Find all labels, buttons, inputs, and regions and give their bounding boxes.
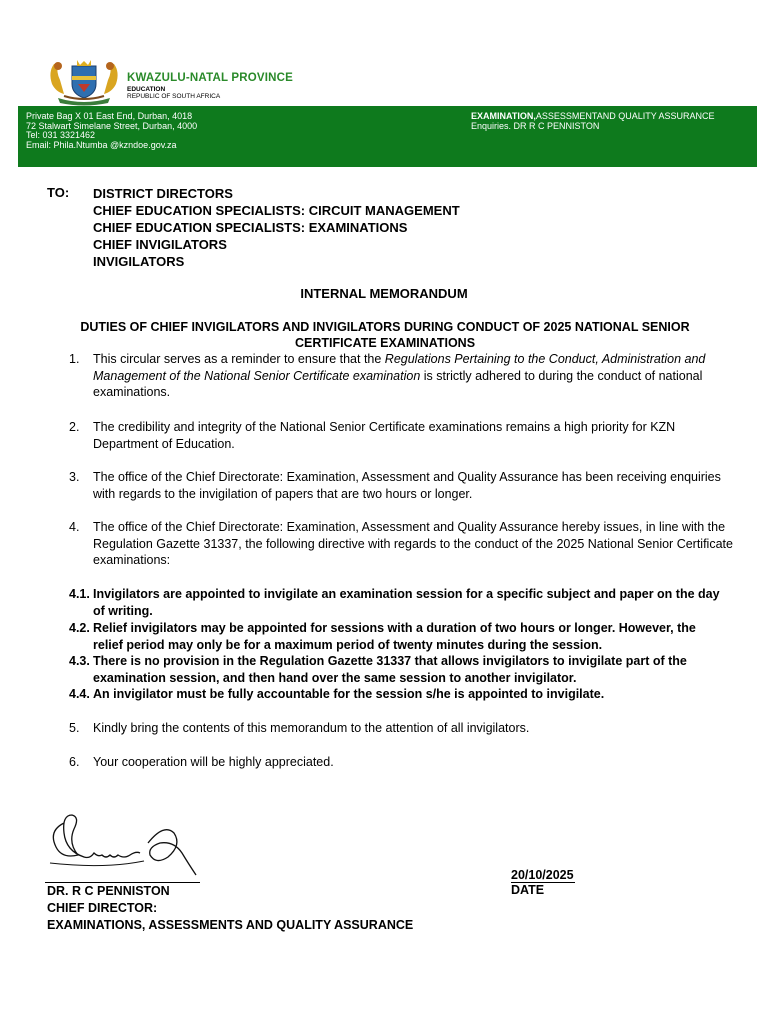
directive-text: Relief invigilators may be appointed for sessions with a duration of two hours or longer. However, the relief period may only be for a maximum period of twenty minutes during the session. (93, 621, 696, 652)
telephone-line: Tel: 031 3321462 (26, 130, 96, 140)
address-line: 72 Stalwart Simelane Street, Durban, 4000 (26, 120, 198, 131)
recipient-item: CHIEF EDUCATION SPECIALISTS: EXAMINATIONS (93, 220, 408, 235)
province-name: KWAZULU-NATAL PROVINCE (127, 72, 294, 84)
item-number: 6. (69, 755, 80, 769)
date-value: 20/10/2025 (511, 868, 574, 882)
signatory-name: DR. R C PENNISTON (47, 884, 170, 898)
item-number: 1. (69, 352, 80, 366)
department-name: EDUCATION (127, 86, 166, 93)
item-text: The credibility and integrity of the National Senior Certificate examinations remains a high priority for KZN Department of Education. (93, 420, 676, 451)
directive-number: 4.2. (69, 621, 90, 635)
recipient-list (93, 185, 460, 270)
item-text-part: This circular serves as a reminder to ensure that the (93, 352, 385, 366)
recipient-item: INVIGILATORS (93, 254, 185, 269)
item-text: The office of the Chief Directorate: Examination, Assessment and Quality Assurance hereby issues, in line with the Regulation Gazette 31337, the following directive with regards to the conduct of the 2025 National Senior Certificate examinations: (93, 520, 733, 567)
handwritten-signature-icon (44, 803, 202, 881)
item-number: 5. (69, 721, 80, 735)
coat-of-arms-icon (44, 58, 124, 106)
address-block (26, 112, 197, 150)
enquiries-line: Enquiries. DR R C PENNISTON (471, 120, 600, 131)
memo-heading: INTERNAL MEMORANDUM (300, 286, 468, 301)
office-name-rest: ASSESSMENTAND QUALITY ASSURANCE (535, 111, 715, 121)
item-number: 3. (69, 470, 80, 484)
recipient-item: CHIEF INVIGILATORS (93, 237, 227, 252)
republic-name: REPUBLIC OF SOUTH AFRICA (127, 93, 221, 100)
contact-band (18, 106, 757, 167)
item-text: Your cooperation will be highly appreciated. (93, 755, 334, 769)
item-number: 2. (69, 420, 80, 434)
item-number: 4. (69, 520, 80, 534)
directive-text: There is no provision in the Regulation Gazette 31337 that allows invigilators to invigilate part of the examination session, and then hand over the same session to another invigilator. (93, 654, 687, 685)
office-block (471, 112, 715, 131)
directive-number: 4.1. (69, 587, 90, 601)
directive-text: Invigilators are appointed to invigilate an examination session for a specific subject and paper on the day of writing. (93, 587, 720, 618)
item-text: The office of the Chief Directorate: Examination, Assessment and Quality Assurance has been receiving enquiries with regards to the invigilation of papers that are two hours or longer. (93, 470, 721, 501)
address-line: Private Bag X 01 East End, Durban, 4018 (26, 111, 193, 121)
item-text-part: is strictly adhered to during the conduct of national examinations. (93, 368, 703, 399)
to-label: TO: (47, 185, 70, 200)
date-label: DATE (511, 883, 545, 897)
signatory-title: CHIEF DIRECTOR: (47, 901, 158, 915)
directive-number: 4.4. (69, 687, 90, 701)
memo-title: DUTIES OF CHIEF INVIGILATORS AND INVIGILATORS DURING CONDUCT OF 2025 NATIONAL SENIOR CERTIFICATE EXAMINATIONS (80, 320, 690, 350)
signatory-unit: EXAMINATIONS, ASSESSMENTS AND QUALITY ASSURANCE (47, 918, 414, 932)
regulation-title: Regulations Pertaining to the Conduct, Administration and Management of the National Senior Certificate examination (93, 352, 706, 383)
email-line: Email: Phila.Ntumba @kzndoe.gov.za (26, 139, 177, 150)
signatory-block (47, 883, 413, 934)
recipient-item: CHIEF EDUCATION SPECIALISTS: CIRCUIT MANAGEMENT (93, 203, 460, 218)
recipient-item: DISTRICT DIRECTORS (93, 186, 233, 201)
directive-number: 4.3. (69, 654, 90, 668)
item-text (93, 351, 733, 401)
item-text: Kindly bring the contents of this memorandum to the attention of all invigilators. (93, 721, 530, 735)
directive-text: An invigilator must be fully accountable for the session s/he is appointed to invigilate. (93, 687, 605, 701)
office-name-bold: EXAMINATION, (471, 111, 536, 121)
